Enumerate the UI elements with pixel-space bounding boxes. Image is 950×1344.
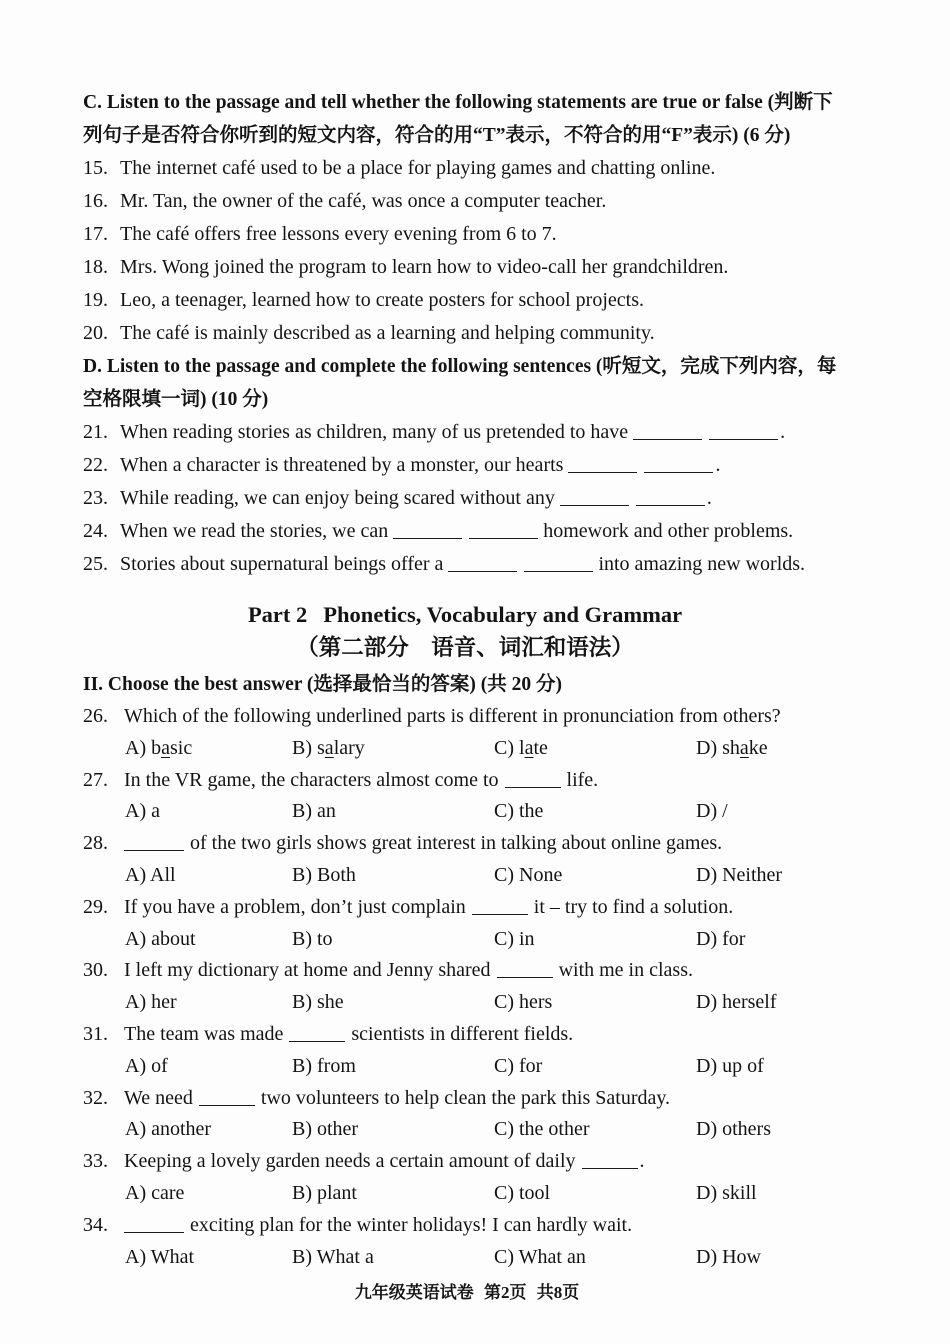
option-c: C) in — [494, 927, 535, 950]
option-b: B) What a — [292, 1245, 374, 1268]
option-b: B) to — [292, 927, 333, 950]
question-28 — [83, 828, 933, 860]
option-b: B) plant — [292, 1181, 357, 1204]
question-text: Mrs. Wong joined the program to learn how to video-call her grandchildren. — [120, 256, 729, 278]
option-d: D) / — [696, 800, 728, 823]
option-d: D) Neither — [696, 863, 783, 886]
option-label: A) — [125, 736, 147, 759]
question-31 — [83, 1019, 933, 1051]
question-text-after: . — [780, 421, 786, 443]
question-25 — [83, 548, 933, 581]
question-number: 15. — [83, 157, 108, 179]
question-19 — [83, 284, 933, 317]
part-label: Part 2 — [247, 602, 308, 627]
question-text: The café is mainly described as a learning and helping community. — [120, 322, 655, 344]
answer-blank — [636, 486, 705, 506]
answer-blank — [124, 831, 184, 851]
question-17 — [83, 218, 933, 251]
question-text-before: In the VR game, the characters almost come to — [124, 768, 499, 791]
question-text-before: Keeping a lovely garden needs a certain amount of daily — [124, 1150, 576, 1173]
section-d-heading-line-1: D. Listen to the passage and complete the following sentences (听短文，完成下列内容，每 — [83, 356, 837, 377]
options-32 — [83, 1114, 933, 1146]
question-number: 28. — [83, 832, 108, 855]
option-text-pre: sh — [722, 736, 740, 759]
answer-blank — [124, 1213, 184, 1233]
section-c-heading-line-2: 列句子是否符合你听到的短文内容，符合的用“T”表示，不符合的用“F”表示) (6 分) — [83, 125, 791, 146]
question-18 — [83, 251, 933, 284]
underlined-letter: a — [524, 736, 534, 759]
option-a: A) a — [125, 800, 160, 823]
underlined-letter: a — [161, 736, 170, 759]
part-2-title-block — [0, 598, 930, 664]
option-b: B) from — [292, 1054, 356, 1077]
option-b: B) Both — [292, 863, 356, 886]
question-22 — [83, 449, 933, 482]
question-text-before: I left my dictionary at home and Jenny shared — [124, 959, 491, 982]
option-text-post: te — [533, 736, 548, 759]
question-number: 23. — [83, 487, 108, 509]
question-text-after: homework and other problems. — [543, 520, 794, 542]
question-text-after: scientists in different fields. — [351, 1022, 574, 1045]
options-30 — [83, 987, 933, 1019]
question-text-before: When we read the stories, we can — [120, 520, 389, 542]
answer-blank — [709, 420, 778, 440]
question-number: 24. — [83, 520, 108, 542]
question-stem: Which of the following underlined parts is different in pronunciation from others? — [124, 704, 781, 727]
option-text-pre: b — [151, 736, 162, 759]
options-31 — [83, 1051, 933, 1083]
question-32 — [83, 1083, 933, 1115]
answer-blank — [524, 552, 593, 572]
question-number: 25. — [83, 553, 108, 575]
option-b — [292, 733, 365, 765]
question-16 — [83, 185, 933, 218]
listening-sections — [83, 86, 933, 581]
question-text-after: . — [639, 1150, 645, 1173]
option-b: B) she — [292, 991, 344, 1014]
option-text-pre: l — [519, 736, 525, 759]
option-text-post: sic — [170, 736, 193, 759]
question-24 — [83, 515, 933, 548]
question-text: The café offers free lessons every evening from 6 to 7. — [120, 223, 557, 245]
question-number: 27. — [83, 768, 108, 791]
question-text-before: While reading, we can enjoy being scared without any — [120, 487, 555, 509]
answer-blank — [393, 519, 462, 539]
answer-blank — [644, 453, 713, 473]
question-number: 31. — [83, 1022, 108, 1045]
option-d: D) How — [696, 1245, 761, 1268]
answer-blank — [199, 1086, 255, 1106]
question-33 — [83, 1146, 933, 1178]
option-c: C) the — [494, 800, 544, 823]
options-28 — [83, 860, 933, 892]
option-c — [494, 733, 548, 765]
question-number: 32. — [83, 1086, 108, 1109]
option-text-post: lary — [333, 736, 365, 759]
options-34 — [83, 1242, 933, 1274]
option-c: C) tool — [494, 1181, 551, 1204]
question-21 — [83, 416, 933, 449]
option-d: D) others — [696, 1118, 771, 1141]
option-a — [125, 733, 192, 765]
question-text-after: . — [715, 454, 721, 476]
question-number: 30. — [83, 959, 108, 982]
option-a: A) What — [125, 1245, 195, 1268]
answer-blank — [448, 552, 517, 572]
question-26 — [83, 701, 933, 733]
question-text: Mr. Tan, the owner of the café, was once a computer teacher. — [120, 190, 607, 212]
question-number: 17. — [83, 223, 108, 245]
option-d: D) skill — [696, 1181, 757, 1204]
option-a: A) another — [125, 1118, 212, 1141]
option-b: B) an — [292, 800, 336, 823]
options-26 — [83, 733, 933, 765]
question-number: 22. — [83, 454, 108, 476]
option-label: C) — [494, 736, 514, 759]
part-2-subtitle: （第二部分 语音、词汇和语法） — [296, 635, 634, 660]
question-text-after: of the two girls shows great interest in talking about online games. — [190, 832, 723, 855]
option-text-post: ke — [748, 736, 768, 759]
question-number: 16. — [83, 190, 108, 212]
answer-blank — [472, 895, 528, 915]
options-33 — [83, 1178, 933, 1210]
question-text-after: life. — [566, 768, 599, 791]
option-b: B) other — [292, 1118, 359, 1141]
question-number: 29. — [83, 895, 108, 918]
part-2-title — [0, 598, 930, 631]
option-a: A) All — [125, 863, 176, 886]
question-number: 21. — [83, 421, 108, 443]
question-text: The internet café used to be a place for playing games and chatting online. — [120, 157, 716, 179]
option-a: A) about — [125, 927, 196, 950]
question-text: Leo, a teenager, learned how to create posters for school projects. — [120, 289, 644, 311]
question-15 — [83, 152, 933, 185]
option-c: C) the other — [494, 1118, 590, 1141]
answer-blank — [469, 519, 538, 539]
question-number: 34. — [83, 1213, 108, 1236]
option-d — [696, 733, 768, 765]
section-d-heading-line-2: 空格限填一词) (10 分) — [83, 389, 269, 410]
question-20 — [83, 317, 933, 350]
part-title: Phonetics, Vocabulary and Grammar — [323, 602, 683, 627]
question-30 — [83, 955, 933, 987]
question-text-before: We need — [124, 1086, 193, 1109]
question-text-after: exciting plan for the winter holidays! I can hardly wait. — [190, 1213, 633, 1236]
answer-blank — [633, 420, 702, 440]
section-ii — [83, 669, 933, 1273]
section-ii-heading: II. Choose the best answer (选择最恰当的答案) (共 20 分) — [83, 674, 562, 696]
answer-blank — [582, 1149, 638, 1169]
answer-blank — [289, 1022, 345, 1042]
option-a: A) her — [125, 991, 177, 1014]
question-number: 20. — [83, 322, 108, 344]
question-text-before: When a character is threatened by a monster, our hearts — [120, 454, 564, 476]
question-text-before: When reading stories as children, many of us pretended to have — [120, 421, 629, 443]
answer-blank — [568, 453, 637, 473]
question-text-before: If you have a problem, don’t just complain — [124, 895, 466, 918]
option-label: D) — [696, 736, 718, 759]
question-number: 19. — [83, 289, 108, 311]
option-c: C) for — [494, 1054, 543, 1077]
option-d: D) for — [696, 927, 746, 950]
option-c: C) hers — [494, 991, 553, 1014]
option-text-pre: s — [317, 736, 325, 759]
option-a: A) of — [125, 1054, 168, 1077]
question-29 — [83, 892, 933, 924]
question-text-after: it – try to find a solution. — [533, 895, 734, 918]
question-number: 18. — [83, 256, 108, 278]
option-d: D) up of — [696, 1054, 764, 1077]
question-number: 33. — [83, 1150, 108, 1173]
answer-blank — [560, 486, 629, 506]
question-text-before: The team was made — [124, 1022, 284, 1045]
option-c: C) What an — [494, 1245, 586, 1268]
option-a: A) care — [125, 1181, 185, 1204]
question-text-after: two volunteers to help clean the park this Saturday. — [260, 1086, 671, 1109]
question-text-after: with me in class. — [558, 959, 693, 982]
question-text-after: . — [706, 487, 712, 509]
question-27 — [83, 765, 933, 797]
options-27 — [83, 796, 933, 828]
question-34 — [83, 1210, 933, 1242]
section-c-heading-line-1: C. Listen to the passage and tell whether the following statements are true or false (判断下 — [83, 92, 833, 113]
option-d: D) herself — [696, 991, 777, 1014]
question-text-after: into amazing new worlds. — [598, 553, 806, 575]
question-number: 26. — [83, 704, 108, 727]
page-footer: 九年级英语试卷 第2页 共8页 — [354, 1283, 580, 1302]
option-label: B) — [292, 736, 312, 759]
question-text-before: Stories about supernatural beings offer a — [120, 553, 444, 575]
underlined-letter: a — [324, 736, 334, 759]
underlined-letter: a — [739, 736, 749, 759]
answer-blank — [505, 768, 561, 788]
option-c: C) None — [494, 863, 563, 886]
question-23 — [83, 482, 933, 515]
options-29 — [83, 924, 933, 956]
answer-blank — [497, 958, 553, 978]
